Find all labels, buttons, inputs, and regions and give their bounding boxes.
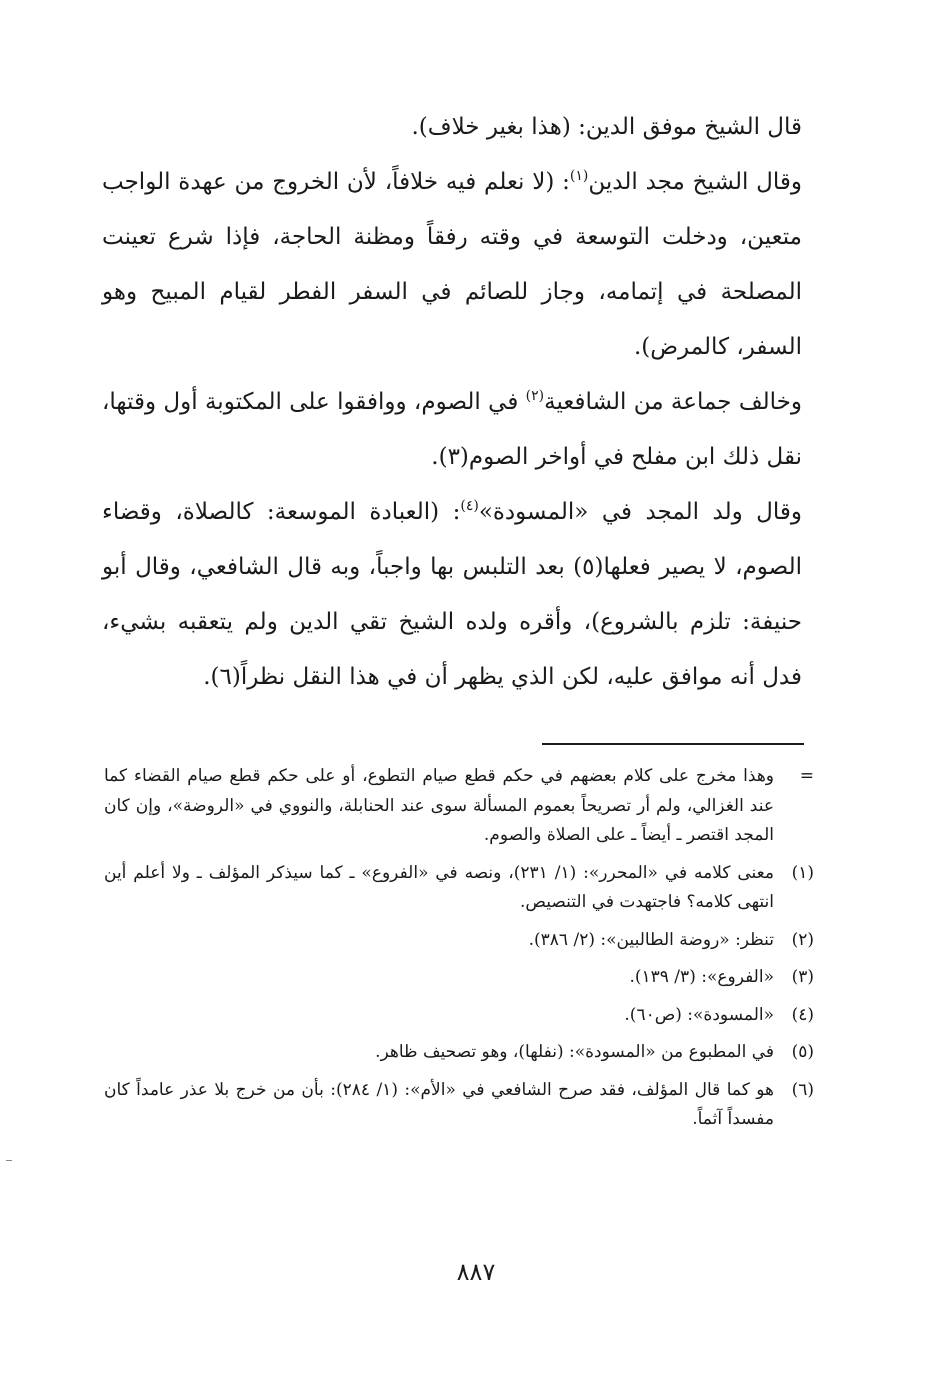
paragraph-3-text: وخالف جماعة من الشافعية [544,389,802,415]
footnote-marker: (٥) [791,1042,814,1062]
footnote-ref-2[interactable]: (٢) [525,388,545,404]
main-text [102,100,802,705]
footnote-text: هو كما قال المؤلف، فقد صرح الشافعي في «الأم»: (١/ ٢٨٤): بأن من خرج بلا عذر عامداً كان مفسداً آثماً. [104,1079,774,1129]
footnote-marker: (٣) [791,967,814,987]
footnote-ref-4[interactable]: (٤) [460,498,479,514]
footnote-marker: (٦) [791,1079,814,1100]
footnote-text: «الفروع»: (٣/ ١٣٩). [629,967,774,987]
scan-edge-mark [6,1160,12,1161]
footnote-1 [104,859,814,918]
footnote-text: وهذا مخرج على كلام بعضهم في حكم قطع صيام التطوع، أو على حكم قطع صيام القضاء كما عند الغزالي، ولم أر تصريحاً بعموم المسألة سوى عند الحنابلة، والنووي في «الروضة»، وإن كان المجد اقتصر ـ أيضاً ـ على الصلاة والصوم. [104,766,774,845]
paragraph-2-text-cont: : (لا نعلم فيه خلافاً، لأن الخروج من عهدة الواجب متعين، ودخلت التوسعة في وقته رفقاً ومظنة الحاجة، فإذا شرع تعينت المصلحة في إتمامه، وجاز للصائم في السفر الفطر لقيام المبيح وهو السفر، كالمرض). [102,169,802,360]
paragraph-3-text-cont: في الصوم، ووافقوا على المكتوبة أول وقتها، نقل ذلك ابن مفلح في أواخر الصوم(٣). [102,389,802,470]
footnote-divider [542,743,804,745]
footnote-text: في المطبوع من «المسودة»: (نفلها)، وهو تصحيف ظاهر. [375,1042,774,1062]
paragraph-1 [102,100,802,155]
paragraph-4 [102,485,802,705]
footnote-ref-1[interactable]: (١) [569,168,589,184]
footnote-6 [104,1076,814,1135]
paragraph-4-text: وقال ولد المجد في «المسودة» [478,499,803,525]
footnote-marker: = [799,766,814,786]
footnote-text: تنظر: «روضة الطالبين»: (٢/ ٣٨٦). [528,929,774,950]
footnote-text: معنى كلامه في «المحرر»: (١/ ٢٣١)، ونصه في «الفروع» ـ كما سيذكر المؤلف ـ ولا أعلم أين انتهى كلامه؟ فاجتهدت في التنصيص. [104,862,774,912]
footnote-marker: (١) [791,862,814,883]
footnote-3 [104,963,814,993]
footnote-text: «المسودة»: (ص٦٠). [624,1004,774,1025]
paragraph-3 [102,375,802,485]
page-number: ٨٨٧ [456,1258,496,1286]
footnotes [104,762,814,1143]
footnote-4 [104,1001,814,1031]
paragraph-1-text: قال الشيخ موفق الدين: (هذا بغير خلاف). [411,114,802,140]
paragraph-2-text: وقال الشيخ مجد الدين [588,169,802,195]
footnote-2 [104,926,814,956]
footnote-marker: (٢) [791,929,814,950]
footnote-marker: (٤) [791,1004,814,1025]
footnote-continuation [104,762,814,851]
footnote-5 [104,1038,814,1068]
paragraph-4-text-cont: : (العبادة الموسعة: كالصلاة، وقضاء الصوم، لا يصير فعلها(٥) بعد التلبس بها واجباً، وبه قال الشافعي، وقال أبو حنيفة: تلزم بالشروع)، وأقره ولده الشيخ تقي الدين ولم يتعقبه بشيء، فدل أنه موافق عليه، لكن الذي يظهر أن في هذا النقل نظراً(٦). [102,499,802,690]
paragraph-2 [102,155,802,375]
